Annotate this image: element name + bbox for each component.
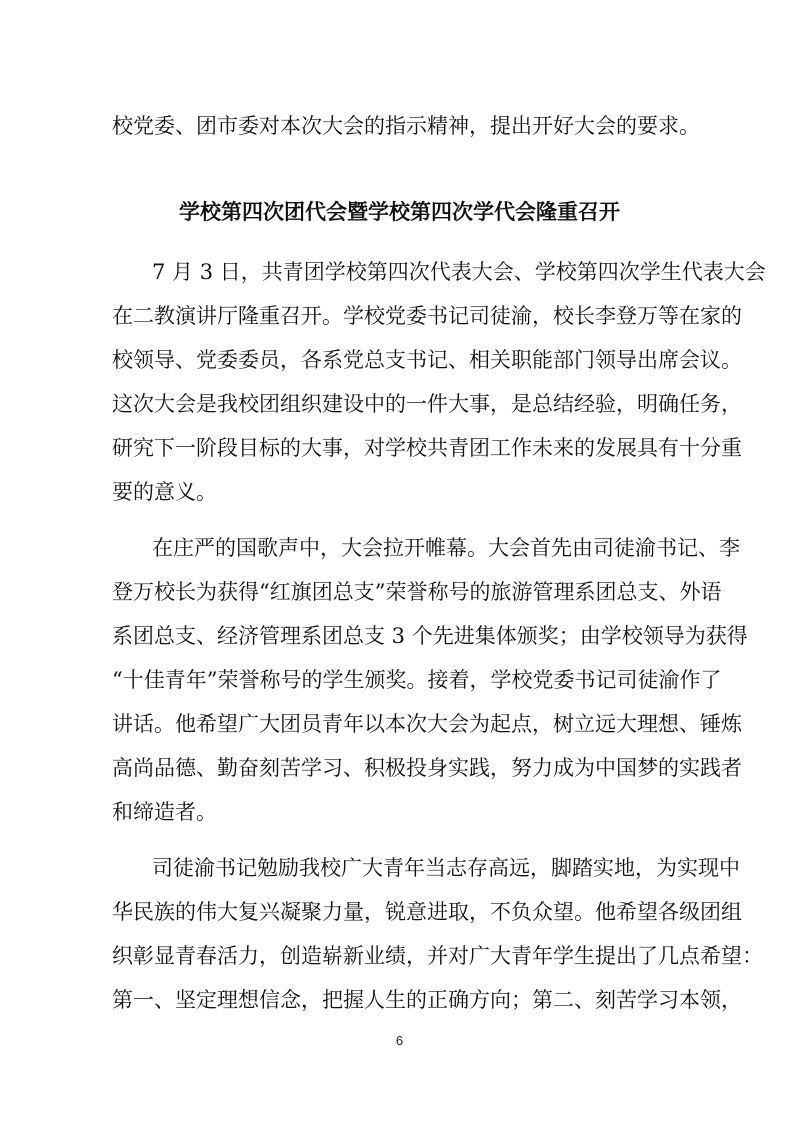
text-line: 登万校长为获得“红旗团总支”荣誉称号的旅游管理系团总支、外语	[112, 580, 722, 604]
text-line: 这次大会是我校团组织建设中的一件大事，是总结经验，明确任务，	[112, 392, 742, 416]
text-line: 要的意义。	[112, 480, 217, 504]
text-line: 和缔造者。	[112, 800, 217, 824]
text-line: “十佳青年”荣誉称号的学生颁奖。接着，学校党委书记司徒渝作了	[112, 668, 722, 692]
text-line: 校领导、党委委员，各系党总支书记、相关职能部门领导出席会议。	[112, 348, 742, 372]
text-line: 第一、坚定理想信念，把握人生的正确方向；第二、刻苦学习本领，	[112, 988, 742, 1012]
text-line: 高尚品德、勤奋刻苦学习、积极投身实践，努力成为中国梦的实践者	[112, 756, 742, 780]
text-line: 系团总支、经济管理系团总支 3 个先进集体颁奖；由学校领导为获得	[112, 624, 748, 648]
text-line: 司徒渝书记勉励我校广大青年当志存高远，脚踏实地，为实现中	[152, 856, 740, 880]
text-line: 在二教演讲厅隆重召开。学校党委书记司徒渝，校长李登万等在家的	[112, 304, 742, 328]
text-line: 研究下一阶段目标的大事，对学校共青团工作未来的发展具有十分重	[112, 436, 742, 460]
text-line: 讲话。他希望广大团员青年以本次大会为起点，树立远大理想、锤炼	[112, 712, 742, 736]
text-line: 7 月 3 日，共青团学校第四次代表大会、学校第四次学生代表大会	[152, 260, 766, 284]
section-heading: 学校第四次团代会暨学校第四次学代会隆重召开	[179, 200, 620, 224]
page-number: 6	[395, 1033, 404, 1048]
text-line: 在庄严的国歌声中，大会拉开帷幕。大会首先由司徒渝书记、李	[152, 536, 740, 560]
text-line: 校党委、团市委对本次大会的指示精神，提出开好大会的要求。	[112, 114, 700, 138]
text-line: 织彰显青春活力，创造崭新业绩，并对广大青年学生提出了几点希望：	[112, 944, 763, 968]
text-line: 华民族的伟大复兴凝聚力量，锐意进取，不负众望。他希望各级团组	[112, 900, 742, 924]
